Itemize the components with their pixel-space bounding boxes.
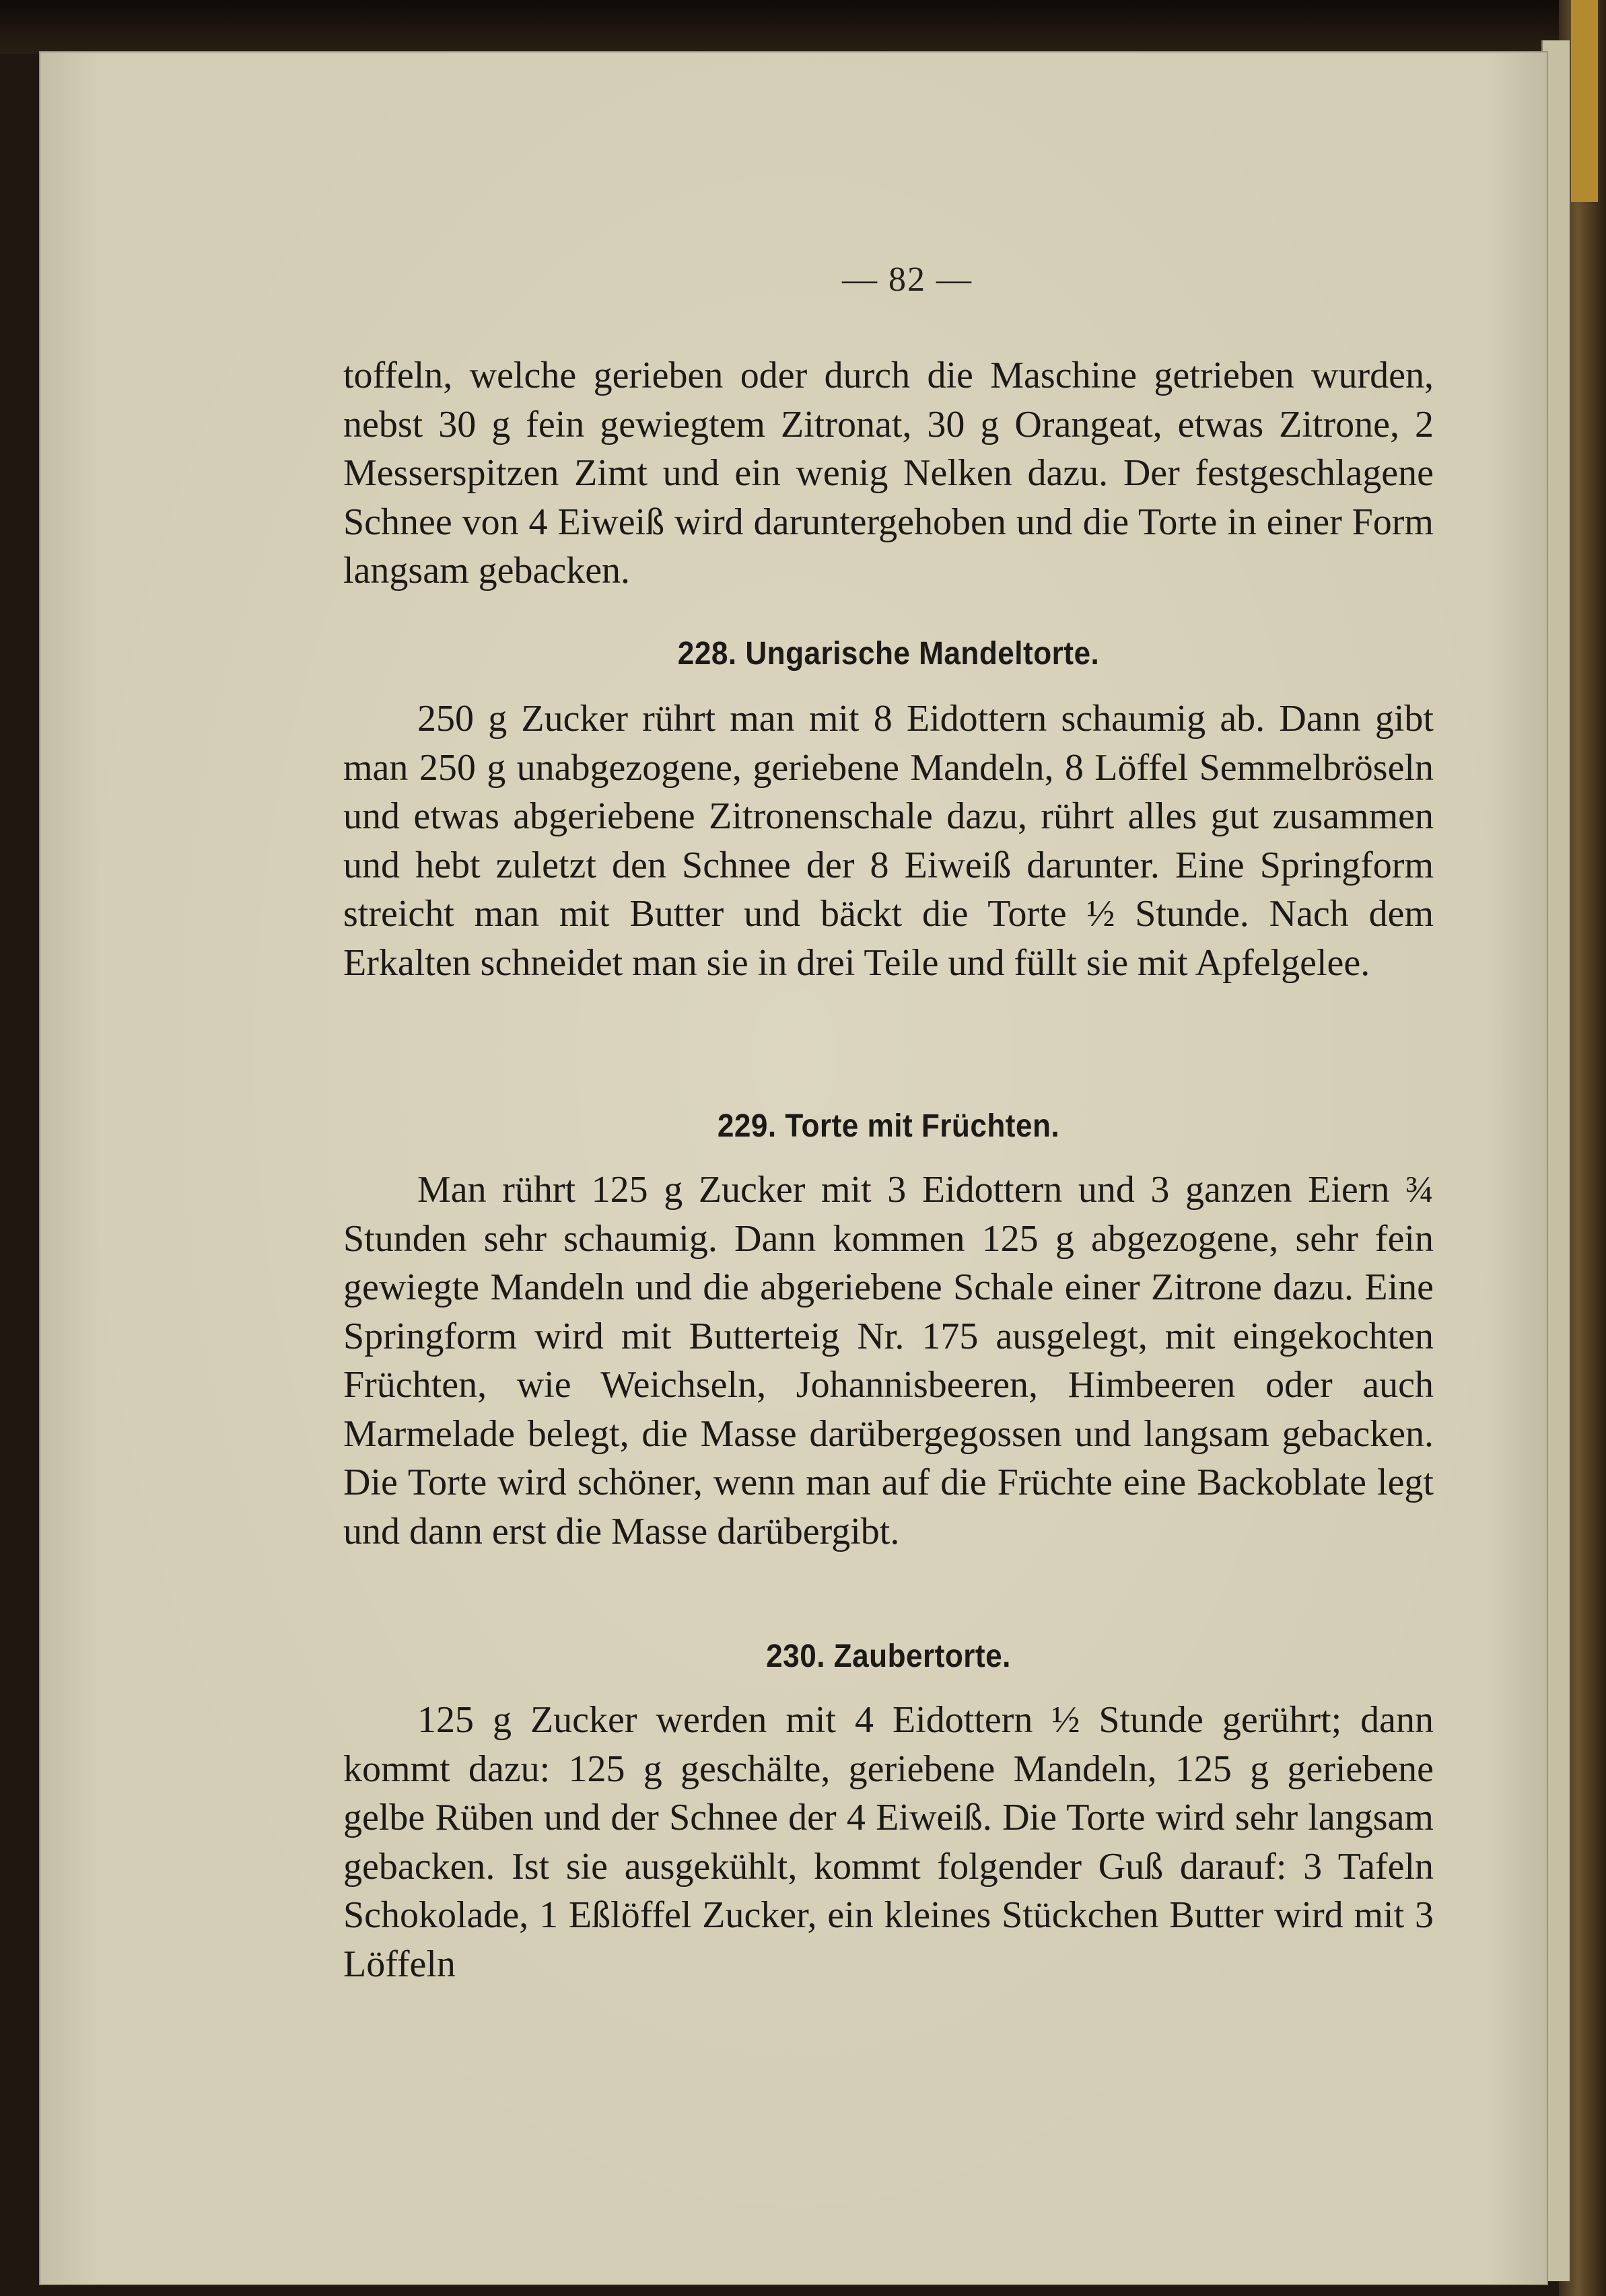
page-number: — 82 — <box>842 260 973 299</box>
recipe-230 <box>343 1638 1434 1675</box>
book-spine-edge <box>1571 0 1598 202</box>
intro-paragraph: toffeln, welche gerieben oder durch die Maschine getrieben wurden, nebst 30 g fein gewiegtem Zitronat, 30 g Orangeat, etwas Zitrone, 2 Messerspitzen Zimt und ein wenig Nelken dazu. Der festgeschlagene Schnee von 4 Eiweiß wird daruntergehoben und die Torte in einer Form langsam gebacken. <box>343 355 1434 591</box>
recipe-heading: 229. Torte mit Früchten. <box>717 1108 1060 1144</box>
recipe-229 <box>343 1108 1434 1145</box>
recipe-228 <box>343 635 1434 672</box>
book-page <box>39 51 1548 2285</box>
recipe-text: Man rührt 125 g Zucker mit 3 Eidottern und 3 ganzen Eiern ¾ Stunden sehr schaumig. Dann kommen 125 g abgezogene, sehr fein gewiegte Mandeln und die abgeriebene Schale einer Zitrone dazu. Eine Springform wird mit Butterteig Nr. 175 ausgelegt, mit eingekochten Früchten, wie Weichseln, Johannisbeeren, Himbeeren oder auch Marmelade belegt, die Masse darübergegossen und langsam gebacken. Die Torte wird schöner, wenn man auf die Früchte eine Backoblate legt und dann erst die Masse darübergibt. <box>343 1169 1434 1552</box>
recipe-230-body <box>343 1696 1434 1988</box>
recipe-229-body <box>343 1165 1434 1556</box>
intro-paragraph-block <box>343 351 1434 596</box>
scan-border-top <box>0 0 1606 54</box>
recipe-heading: 230. Zaubertorte. <box>766 1639 1011 1674</box>
recipe-228-body <box>343 694 1434 987</box>
recipe-heading: 228. Ungarische Mandeltorte. <box>677 636 1100 672</box>
recipe-text: 125 g Zucker werden mit 4 Eidottern ½ Stunde gerührt; dann kommt dazu: 125 g geschälte, geriebene Mandeln, 125 g geriebene gelbe Rüben und der Schnee der 4 Eiweiß. Die Torte wird sehr langsam gebacken. Ist sie ausgekühlt, kommt folgender Guß darauf: 3 Tafeln Schokolade, 1 Eßlöffel Zucker, ein kleines Stückchen Butter wird mit 3 Löffeln <box>343 1699 1434 1985</box>
recipe-text: 250 g Zucker rührt man mit 8 Eidottern schaumig ab. Dann gibt man 250 g unabgezogene, geriebene Mandeln, 8 Löffel Semmelbröseln und etwas abgeriebene Zitronenschale dazu, rührt alles gut zusammen und hebt zuletzt den Schnee der 8 Eiweiß darunter. Eine Springform streicht man mit Butter und bäckt die Torte ½ Stunde. Nach dem Erkalten schneidet man sie in drei Teile und füllt sie mit Apfelgelee. <box>343 698 1434 984</box>
